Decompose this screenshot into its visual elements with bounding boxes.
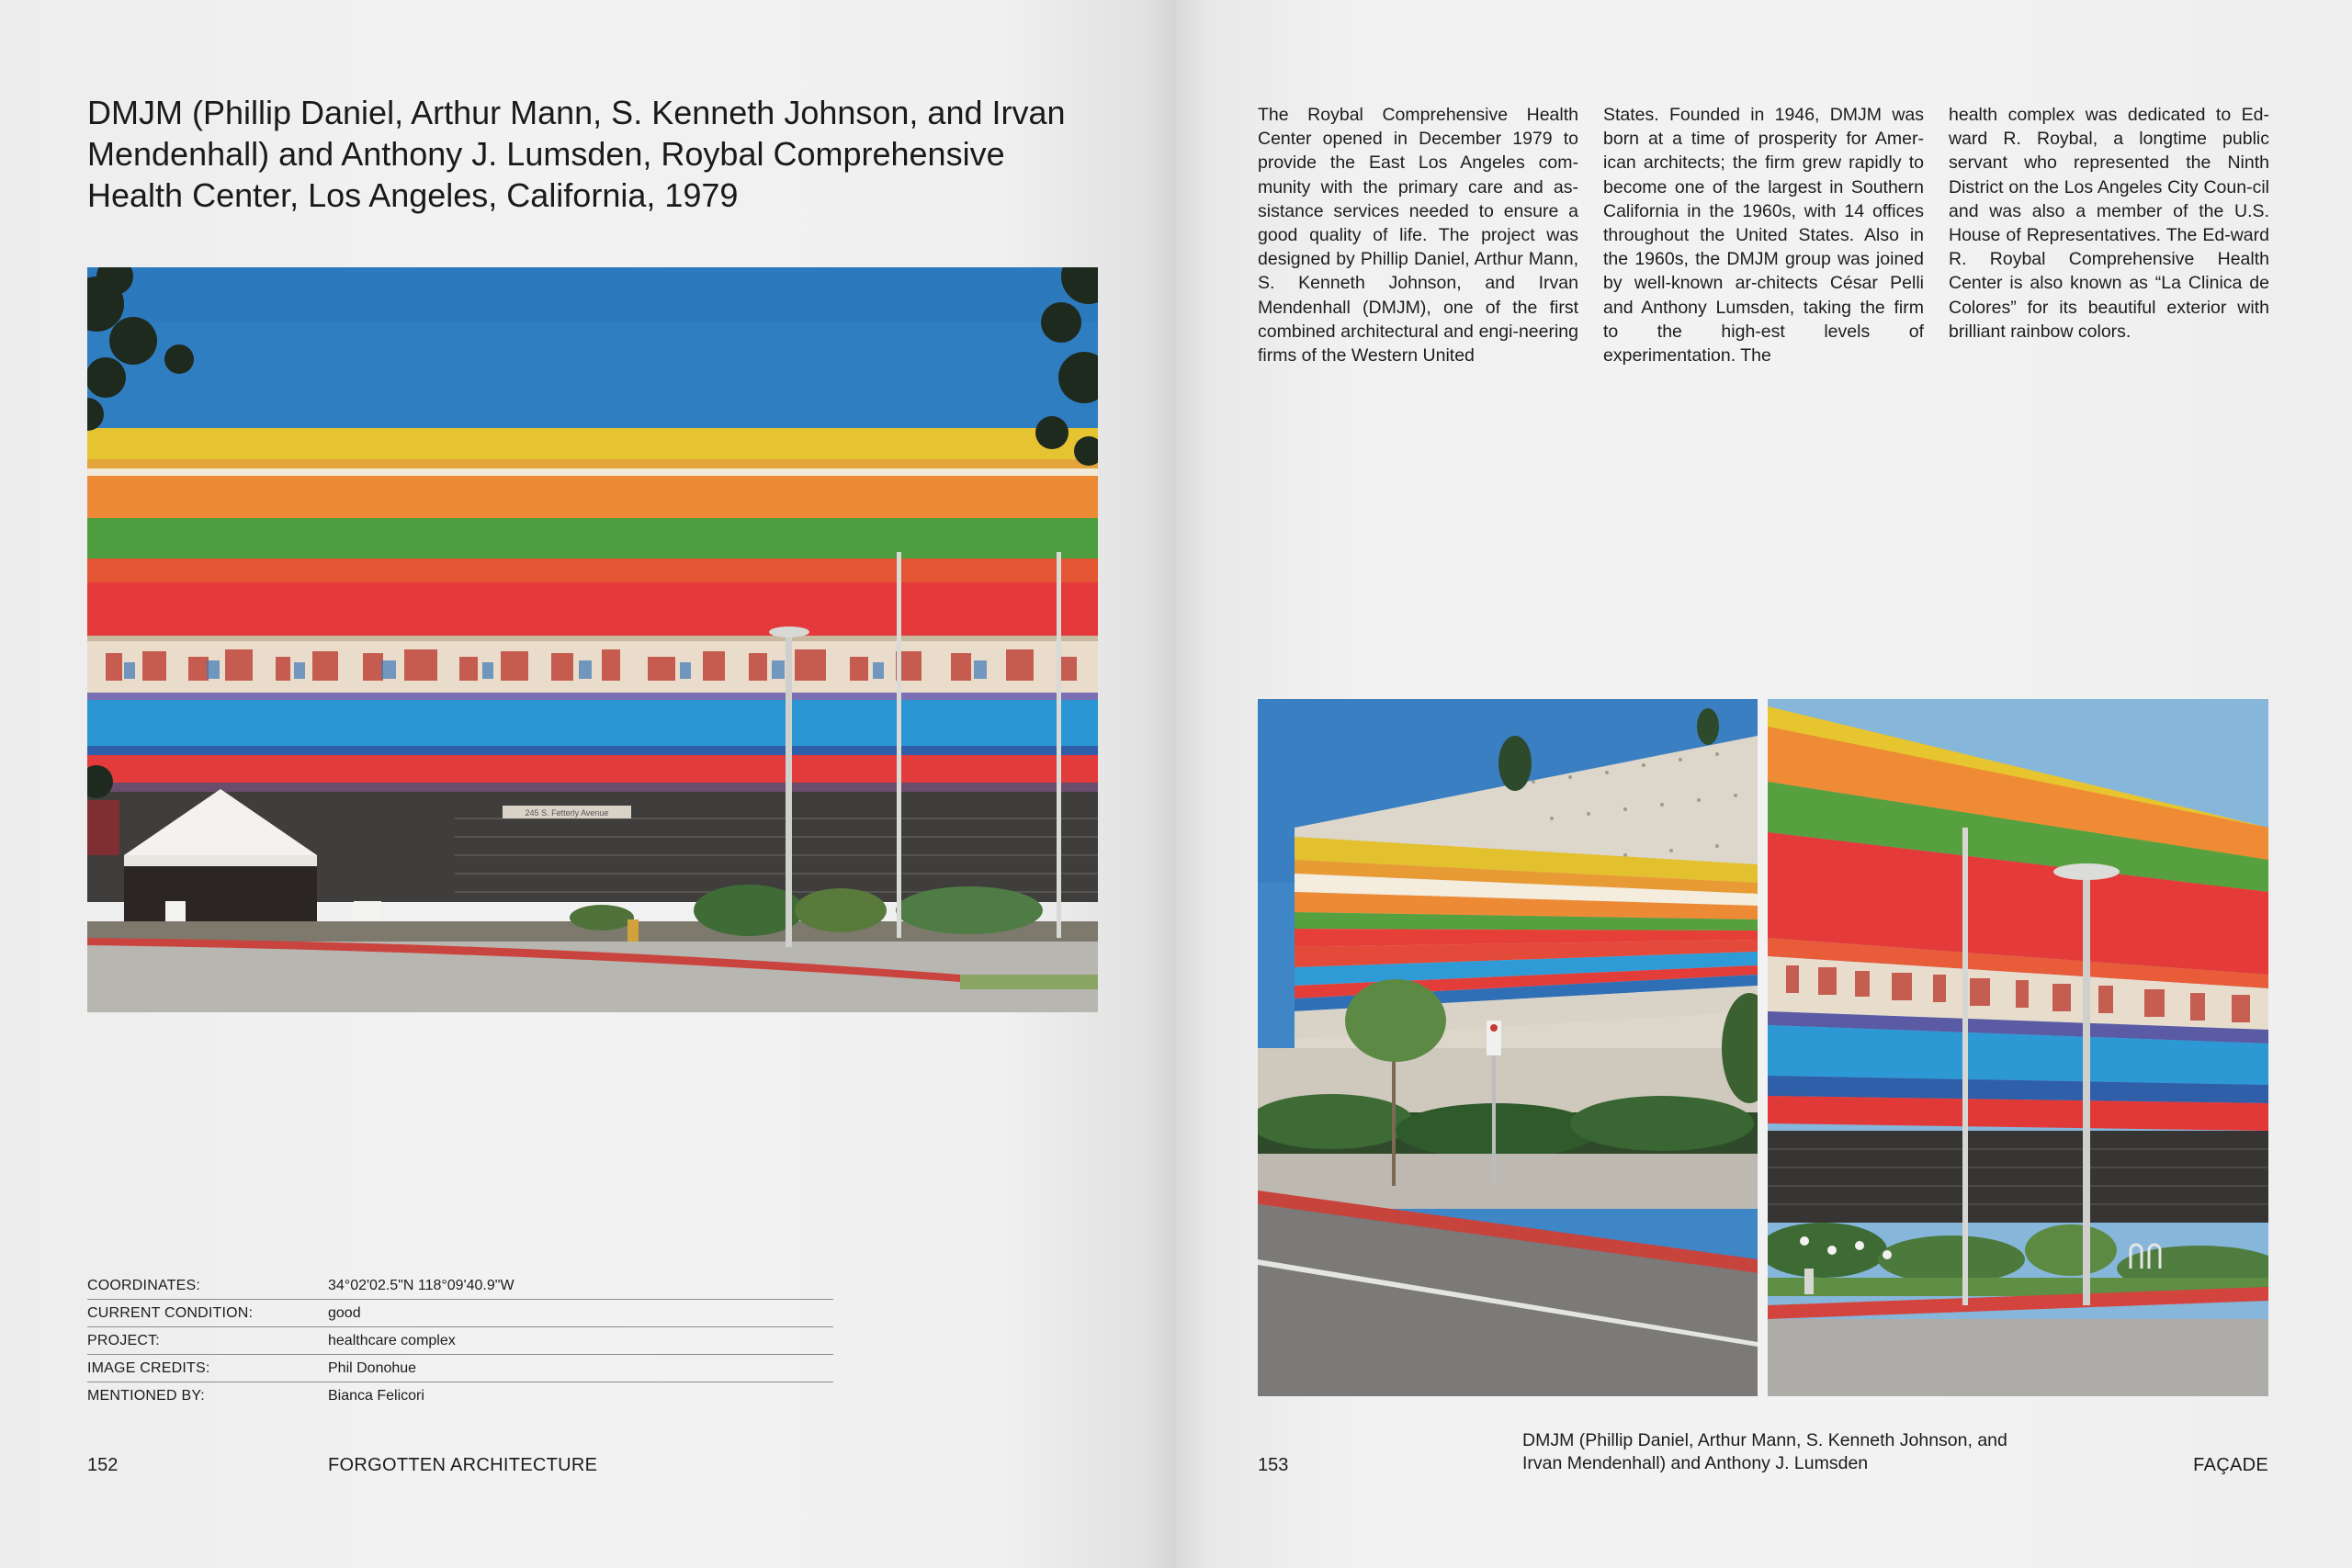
body-column-3: health complex was dedicated to Ed-ward R. Roybal, a longtime public servant who represented the Ninth District on the Los Angeles City Coun-cil and was also a member of the U.S. House of Representatives. The Ed-ward R. Roybal Comprehensive Health Center is also known as “La Clinica de Colores” for its beautiful exterior with brilliant rainbow colors. <box>1949 105 2269 342</box>
body-text <box>1258 103 2269 367</box>
metadata-value: Bianca Felicori <box>328 1387 424 1404</box>
page-number-right: 153 <box>1258 1455 1289 1475</box>
running-title-right: FAÇADE <box>2193 1455 2268 1475</box>
photo-caption: DMJM (Phillip Daniel, Arthur Mann, S. Kenneth Johnson, and Irvan Mendenhall) and Anthony J. Lumsden <box>1522 1430 2007 1473</box>
body-column-1: The Roybal Comprehensive Health Center opened in December 1979 to provide the East Los Angeles com-munity with the primary care and as-sistance services needed to ensure a good quality of life. The project was designed by Phillip Daniel, Arthur Mann, S. Kenneth Johnson, and Irvan Mendenhall (DMJM), one of the first combined architectural and engi-neering firms of the Western United <box>1258 105 1578 367</box>
metadata-label: MENTIONED BY: <box>87 1387 205 1404</box>
building-address-sign: 245 S. Fetterly Avenue <box>525 808 609 818</box>
metadata-label: IMAGE CREDITS: <box>87 1359 210 1376</box>
metadata-row-image-credits <box>87 1355 833 1382</box>
metadata-value: good <box>328 1304 361 1321</box>
metadata-label: CURRENT CONDITION: <box>87 1304 254 1321</box>
page-title: DMJM (Phillip Daniel, Arthur Mann, S. Kenneth Johnson, and Irvan Mendenhall) and Anthony J. Lumsden, Roybal Comprehensive Health Center, Los Angeles, California, 1979 <box>87 94 1066 214</box>
metadata-value: Phil Donohue <box>328 1359 417 1376</box>
page-number-left: 152 <box>87 1455 119 1475</box>
main-facade-photo <box>87 267 1098 1012</box>
metadata-value: 34°02'02.5"N 118°09'40.9"W <box>328 1277 514 1293</box>
running-title-left: FORGOTTEN ARCHITECTURE <box>328 1455 598 1475</box>
body-column-2: States. Founded in 1946, DMJM was born at a time of prosperity for Amer-ican architects; the firm grew rapidly to become one of the largest in Southern California in the 1960s, with 14 offices throughout the United States. Also in the 1960s, the DMJM group was joined by well-known ar-chitects César Pelli and Anthony Lumsden, taking the firm to the high-est levels of experimentation. The <box>1603 105 1924 367</box>
metadata-row-coordinates <box>87 1272 833 1300</box>
metadata-row-mentioned-by <box>87 1382 833 1409</box>
side-facade-photo <box>1258 699 1758 1396</box>
rainbow-wall-photo <box>1768 699 2268 1396</box>
metadata-label: PROJECT: <box>87 1332 160 1348</box>
metadata-row-condition <box>87 1300 833 1327</box>
project-metadata-table <box>87 1272 833 1409</box>
metadata-label: COORDINATES: <box>87 1277 201 1293</box>
metadata-value: healthcare complex <box>328 1332 456 1348</box>
metadata-row-project <box>87 1327 833 1355</box>
